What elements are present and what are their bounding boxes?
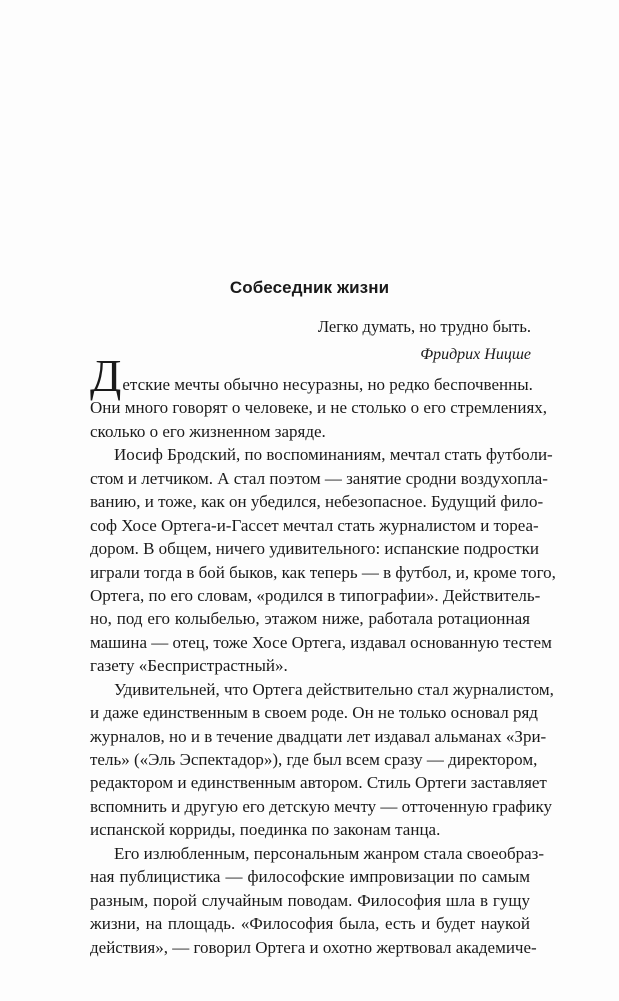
text-line: журналов, но и в течение двадцати лет издавал альманах «Зри- bbox=[90, 726, 547, 746]
epigraph-author: Фридрих Ницше bbox=[420, 346, 531, 363]
text-line: сколько о его жизненном заряде. bbox=[90, 421, 326, 441]
text-line: тель» («Эль Эспектадор»), где был всем сразу — директором, bbox=[90, 750, 538, 769]
text-line: ванию, и тоже, как он убедился, небезопасное. Будущий фило- bbox=[90, 492, 544, 512]
text-line: действия», — говорил Ортега и охотно жертвовал академиче- bbox=[90, 937, 537, 957]
text-line: Удивительней, что Ортега действительно стал журналистом, bbox=[114, 679, 554, 699]
text-line: и даже единственным в своем роде. Он не только основал ряд bbox=[90, 703, 538, 723]
chapter-title: Собеседник жизни bbox=[229, 278, 390, 297]
drop-cap: Д bbox=[90, 350, 122, 402]
text-line: но, под его колыбелью, этажом ниже, работала ротационная bbox=[90, 609, 530, 629]
text-line: машина — отец, тоже Хосе Ортега, издавал основанную тестем bbox=[90, 632, 552, 652]
text-line: вспомнить и другую его детскую мечту — отточенную графику bbox=[90, 796, 553, 816]
epigraph bbox=[318, 316, 531, 365]
text-line: етские мечты обычно несуразны, но редко беспочвенны. bbox=[122, 375, 533, 394]
text-line: Они много говорят о человеке, и не столько о его стремлениях, bbox=[90, 398, 548, 418]
text-line: Ортега, по его словам, «родился в типографии». Действитель- bbox=[90, 585, 541, 605]
text-line: ная публицистика — философские импровизации по самым bbox=[90, 867, 530, 887]
text-line: стом и летчиком. А стал поэтом — занятие сродни воздухопла- bbox=[90, 468, 548, 488]
text-line: газету «Беспристрастный». bbox=[90, 656, 288, 676]
text-line: разным, порой случайным поводам. Философия шла в гущу bbox=[90, 890, 530, 910]
text-line: Иосиф Бродский, по воспоминаниям, мечтал стать футболи- bbox=[114, 445, 553, 465]
text-line: испанской корриды, поединка по законам танца. bbox=[90, 820, 441, 840]
text-line: дором. В общем, ничего удивительного: испанские подростки bbox=[90, 539, 540, 559]
text-line: играли тогда в бой быков, как теперь — в футбол, и, кроме того, bbox=[90, 562, 556, 582]
text-line: соф Хосе Ортега-и-Гассет мечтал стать журналистом и тореа- bbox=[90, 515, 539, 535]
epigraph-text: Легко думать, но трудно быть. bbox=[317, 317, 531, 336]
text-line: жизни, на площадь. «Философия была, есть и будет наукой bbox=[90, 914, 530, 934]
text-line: редактором и единственным автором. Стиль Ортеги заставляет bbox=[90, 773, 547, 793]
text-line: Его излюбленным, персональным жанром стала своеобраз- bbox=[114, 843, 545, 863]
